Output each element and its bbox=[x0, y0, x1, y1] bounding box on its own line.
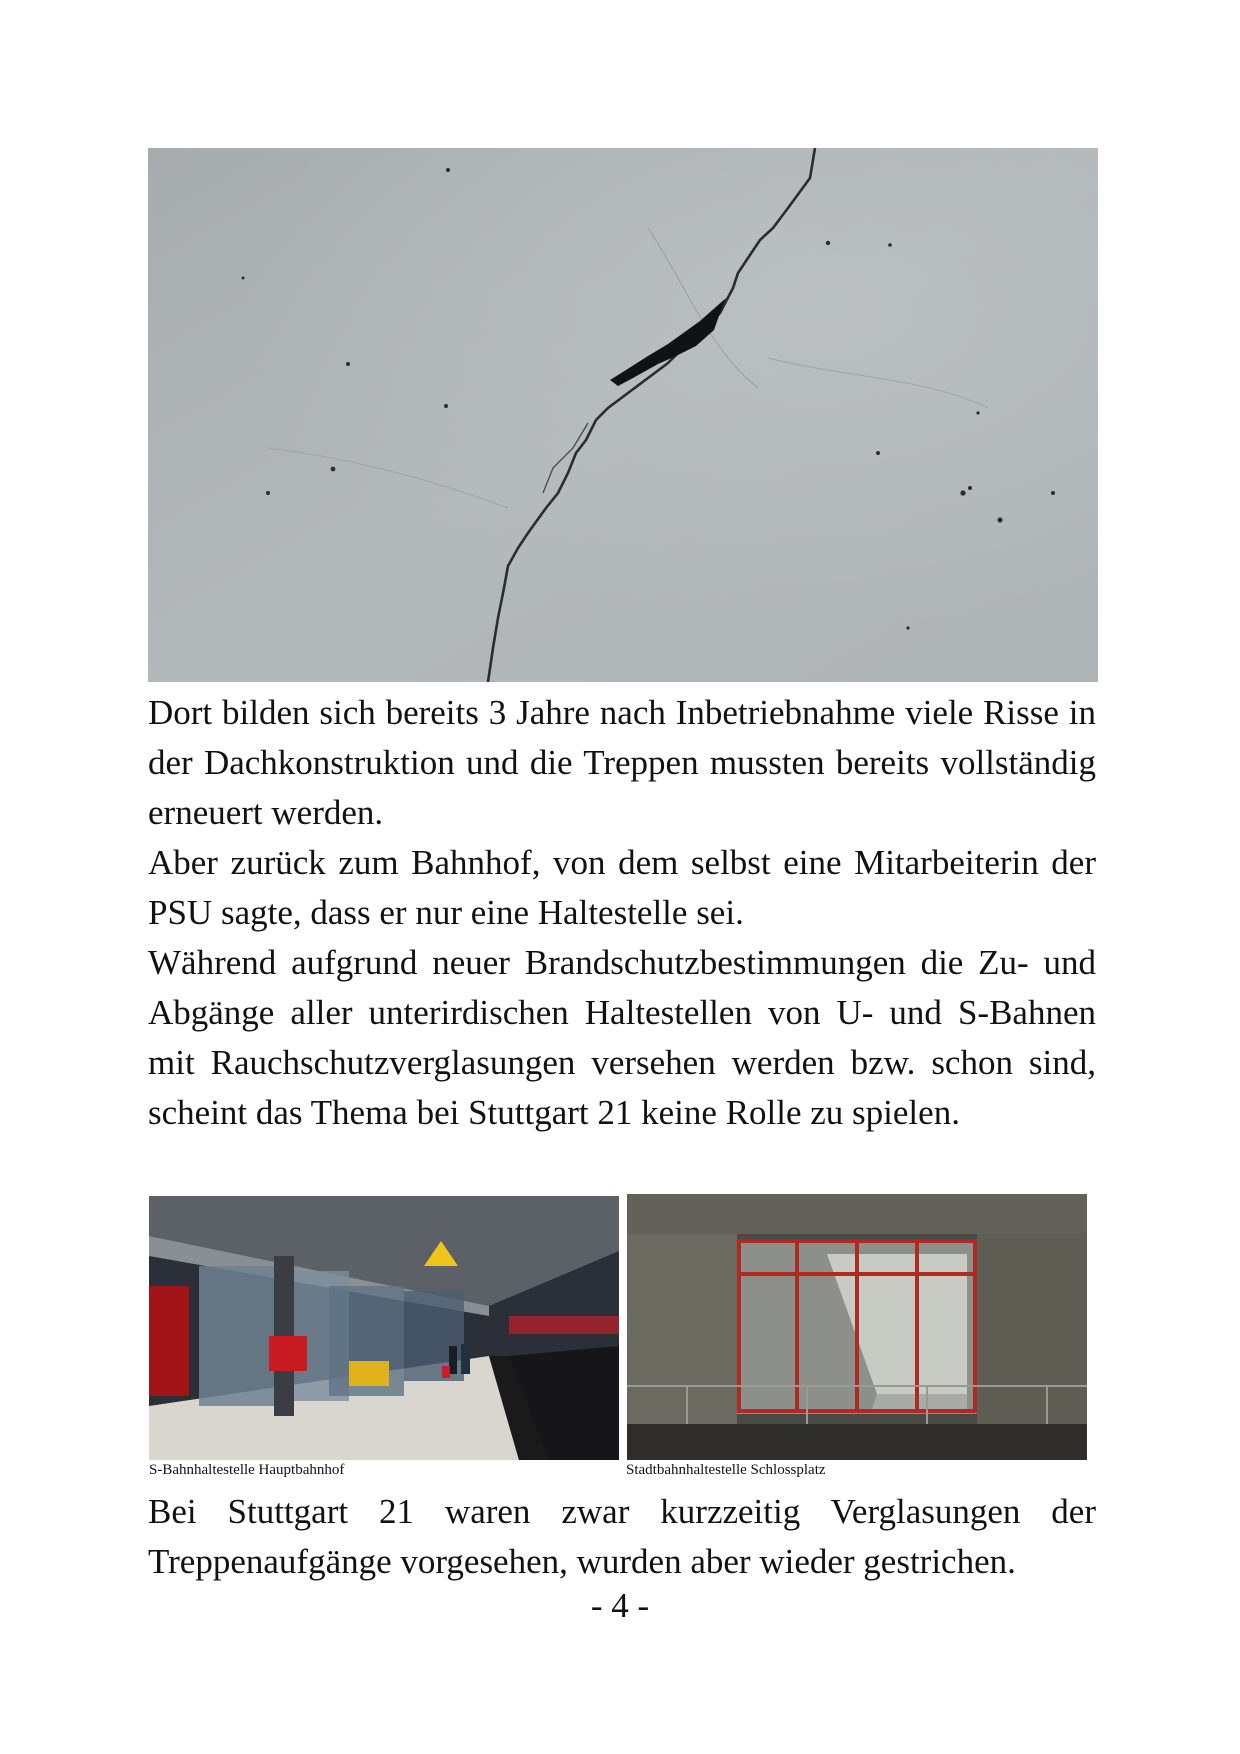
body-paragraph-4: Bei Stuttgart 21 waren zwar kurzzeitig Verglasungen der Treppenaufgänge vorgesehen, wurden aber wieder gestrichen. bbox=[148, 1492, 1096, 1581]
caption-right: Stadtbahnhaltestelle Schlossplatz bbox=[626, 1462, 826, 1478]
s-bahn-platform-image bbox=[149, 1196, 619, 1460]
caption-left: S-Bahnhaltestelle Hauptbahnhof bbox=[149, 1462, 345, 1478]
body-paragraph-1: Dort bilden sich bereits 3 Jahre nach Inbetriebnahme viele Risse in der Dachkonstruktion und die Treppen mussten bereits vollständig erneuert werden. bbox=[148, 693, 1096, 832]
body-paragraph-2: Aber zurück zum Bahnhof, von dem selbst eine Mitarbeiterin der PSU sagte, dass er nur eine Haltestelle sei. bbox=[148, 843, 1096, 932]
body-paragraph-3: Während aufgrund neuer Brandschutzbestimmungen die Zu- und Abgänge aller unterirdischen Haltestellen von U- und S-Bahnen mit Rauchschutzverglasungen versehen werden bzw. schon sind, scheint das Thema bei Stuttgart 21 keine Rolle zu spielen. bbox=[148, 943, 1096, 1132]
crack-photo bbox=[148, 148, 1098, 682]
s-bahn-platform-photo bbox=[149, 1196, 619, 1460]
crack-photo-image bbox=[148, 148, 1098, 682]
stadtbahn-image bbox=[627, 1194, 1087, 1460]
stadtbahn-photo bbox=[627, 1194, 1087, 1460]
page-number: - 4 - bbox=[590, 1586, 650, 1625]
